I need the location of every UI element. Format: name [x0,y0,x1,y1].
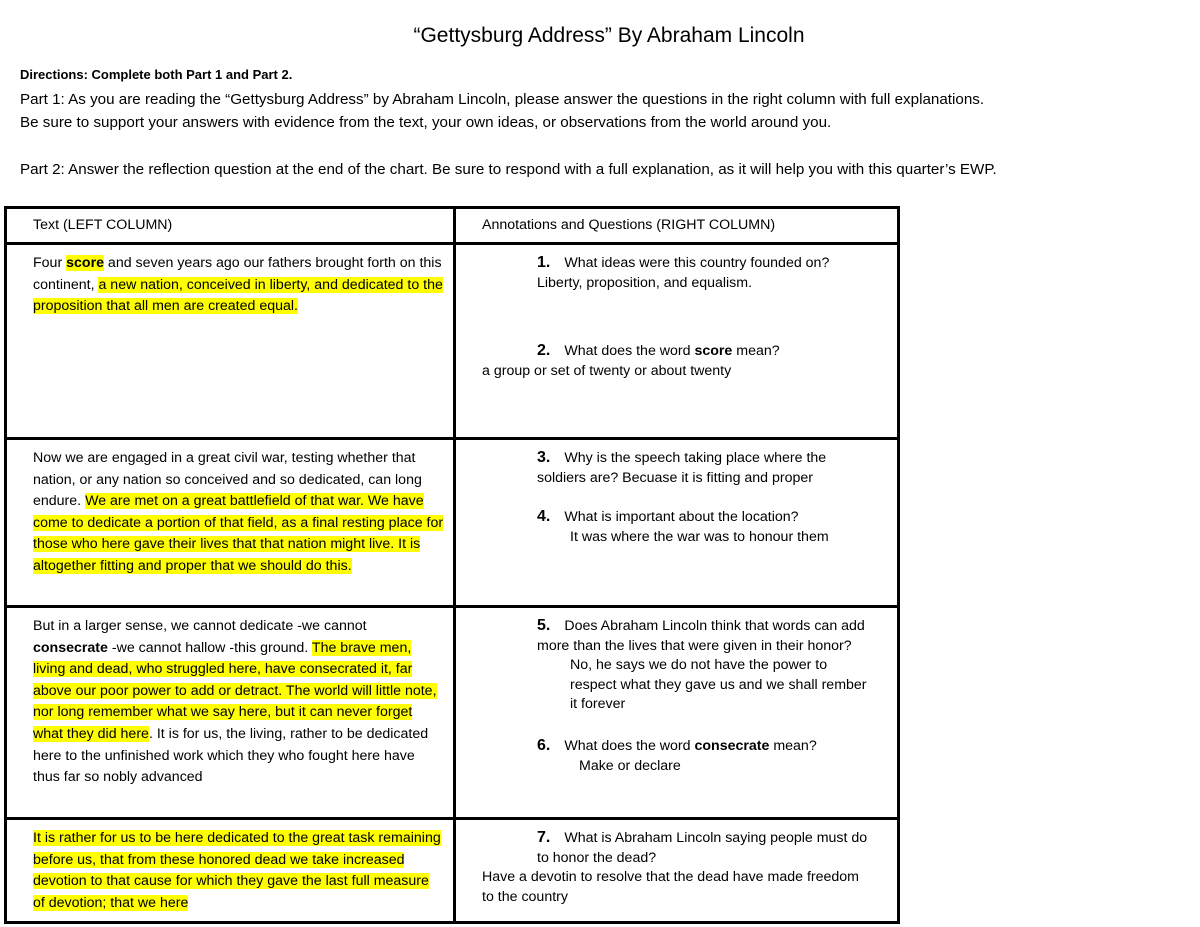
text-cell [6,607,455,819]
highlighted-text: The brave men, living and dead, who struggled here, have consecrated it, far above our poor power to add or detract. The world will little note, nor long remember what we say here, but it can never forget what they did here [33,639,437,742]
question [537,341,877,362]
answer-text: No, he says we do not have the power to respect what they gave us and we shall rember it forever [570,657,867,713]
right-column-header-label: Annotations and Questions (RIGHT COLUMN) [482,217,776,233]
question-text: What does the word [564,343,695,360]
question-text: What is important about the location? [564,509,799,526]
part2-instructions: Part 2: Answer the reflection question at the end of the chart. Be sure to respond with a full explanation, as it will help you with this quarter’s EWP. [20,161,997,178]
question-list [456,608,897,776]
highlighted-text: We are met on a great battlefield of that war. We have come to dedicate a portion of that field, as a final resting place for those who here gave their lives that that nation might live. It is altogether fitting and proper that we should do this. [33,493,444,574]
text-passage [7,608,453,789]
question-number: 7. [537,829,551,846]
text-passage [7,440,453,578]
answer-text: It was where the war was to honour them [570,528,829,545]
text-cell [6,439,455,607]
vocab-word: consecrate [33,639,108,656]
question-cell [455,819,899,923]
highlighted-text: a new nation, conceived in liberty, and dedicated to the proposition that all men are created equal. [33,276,443,315]
question-number: 3. [537,449,551,466]
answer-text: Have a devotin to resolve that the dead have made freedom to the country [482,869,859,905]
chart-row-4 [6,819,899,923]
question-number: 6. [537,736,551,754]
passage-text: Now we are engaged in a great civil war, testing whether that nation, or any nation so conceived and so dedicated, can long endure. [33,450,422,510]
question-text: mean? [769,737,817,754]
question-text: What does the word [564,737,695,754]
chart-row-2 [6,439,899,607]
directions-heading: Directions: Complete both Part 1 and Part 2. [20,67,293,82]
chart-row-1 [6,244,899,439]
vocab-word: score [66,255,104,271]
question-text: mean? [732,343,780,360]
right-column-header [455,208,899,244]
question-text: What ideas were this country founded on? Liberty, proposition, and equalism. [537,255,830,291]
question-number: 1. [537,254,551,271]
answer-text: a group or set of twenty or about twenty [482,362,732,379]
question [537,828,877,868]
passage-text: -we cannot hallow -this ground. [107,639,312,656]
answer-text: Make or declare [579,757,681,774]
question-number: 5. [537,617,551,634]
annotation-chart [4,206,900,924]
question-list [456,820,897,907]
question [537,448,877,488]
question [537,616,877,656]
left-column-header-label: Text (LEFT COLUMN) [33,217,173,233]
chart-header-row [6,208,899,244]
question-list [456,440,897,547]
question-cell [455,244,899,439]
question-list [456,245,897,381]
highlighted-text: It is rather for us to be here dedicated to the great task remaining before us, that from these honored dead we take increased devotion to that cause for which they gave the last full measure of devotion; that we here [33,830,441,911]
question-number: 4. [537,508,551,526]
question-text: What is Abraham Lincoln saying people must do to honor the dead? [537,830,868,866]
text-passage [7,245,453,318]
vocab-word: score [694,343,733,360]
part1-line2: Be sure to support your answers with evidence from the text, your own ideas, or observations from the world around you. [20,114,832,131]
question-cell [455,607,899,819]
question-cell [455,439,899,607]
question [537,736,877,757]
passage-text: Four [33,255,67,271]
question-text: Why is the speech taking place where the soldiers are? Becuase it is fitting and proper [537,450,827,486]
question [537,253,877,293]
text-cell [6,244,455,439]
passage-text: and seven years ago our fathers brought forth on this continent, [33,255,442,293]
vocab-word: consecrate [694,737,770,754]
chart-row-3 [6,607,899,819]
question-text: Does Abraham Lincoln think that words can add more than the lives that were given in their honor? [537,618,865,654]
page-title: “Gettysburg Address” By Abraham Lincoln [413,24,805,47]
question [537,507,877,528]
left-column-header [6,208,455,244]
question-number: 2. [537,342,551,360]
passage-text: . It is for us, the living, rather to be dedicated here to the unfinished work which they who fought here have thus far so nobly advanced [33,725,429,786]
part1-line1: Part 1: As you are reading the “Gettysburg Address” by Abraham Lincoln, please answer the questions in the right column with full explanations. [20,91,985,108]
text-cell [6,819,455,923]
text-passage [7,820,453,914]
passage-text: But in a larger sense, we cannot dedicate -we cannot [33,618,367,634]
